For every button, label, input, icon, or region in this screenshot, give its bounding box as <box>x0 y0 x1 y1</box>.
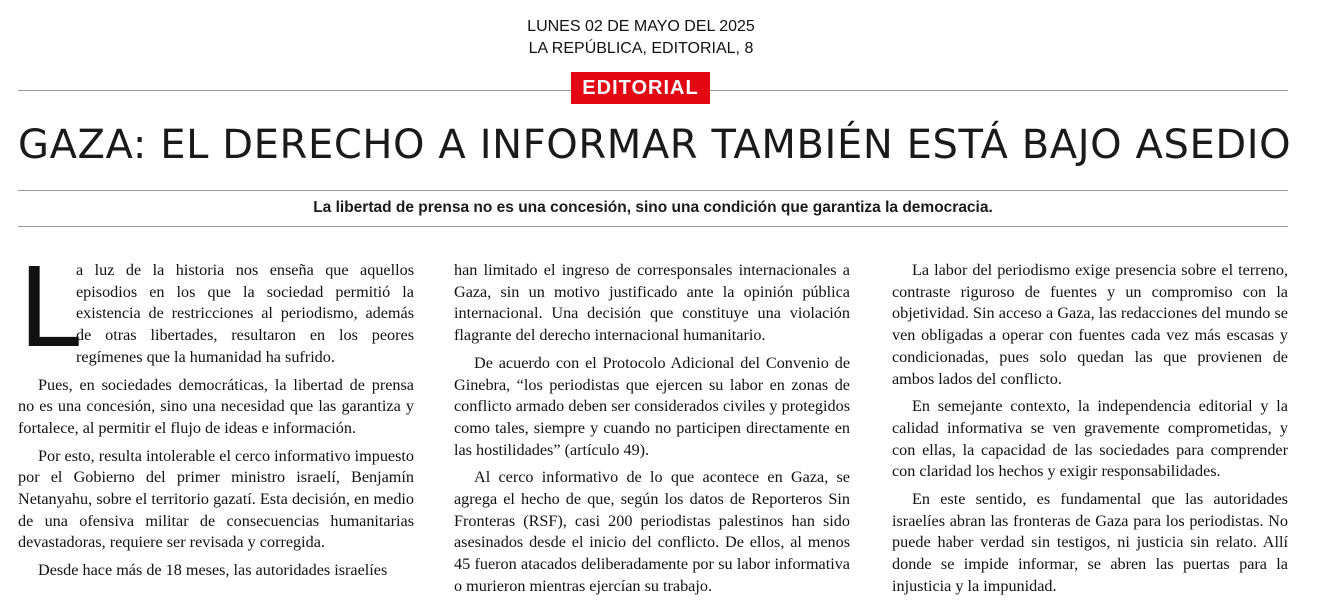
article-column-1 <box>18 244 414 588</box>
subheadline-rule <box>18 226 1288 227</box>
paragraph: Al cerco informativo de lo que acontece en Gaza, se agrega el hecho de que, según los datos de Reporteros Sin Fronteras (RSF), casi 200 periodistas palestinos han sido asesinados desde el inicio del conflicto. De ellos, al menos 45 fueron atacados deliberadamente por su labor informativa o murieron mientras ejercían su trabajo. <box>454 468 850 595</box>
headline-rule <box>18 190 1288 191</box>
drop-cap: L <box>18 244 80 372</box>
headline: GAZA: EL DERECHO A INFORMAR TAMBIÉN ESTÁ BAJO ASEDIO <box>18 122 1292 168</box>
subheadline: La libertad de prensa no es una concesión, sino una condición que garantiza la democracia. <box>313 199 993 216</box>
dateline-date: LUNES 02 DE MAYO DEL 2025 <box>527 18 755 35</box>
paragraph: Por esto, resulta intolerable el cerco informativo impuesto por el Gobierno del primer ministro israelí, Benjamín Netanyahu, sobre el territorio gazatí. Esta decisión, en medio de una ofensiva militar de consecuencias humanitarias devastadoras, requiere ser revisada y corregida. <box>18 446 414 552</box>
article-column-2 <box>454 260 850 604</box>
paragraph: En este sentido, es fundamental que las autoridades israelíes abran las fronteras de Gaza para los periodistas. No puede haber verdad sin testigos, ni justicia sin relato. Allí donde se impide informar, se abren las puertas para la injusticia y la impunidad. <box>892 490 1288 595</box>
paragraph: De acuerdo con el Protocolo Adicional del Convenio de Ginebra, “los periodistas que ejercen su labor en zonas de conflicto armado deben ser considerados civiles y protegidos como tales, siempre y cuando no participen directamente en las hostilidades” (artículo 49). <box>454 353 850 459</box>
paragraph: a luz de la historia nos enseña que aquellos episodios en los que la sociedad permitió la existencia de restricciones al periodismo, además de otras libertades, resultaron en los peores regímenes que la humanidad ha sufrido. <box>76 261 414 366</box>
article-column-3 <box>892 260 1288 604</box>
paragraph: Pues, en sociedades democráticas, la libertad de prensa no es una concesión, sino una necesidad que las garantiza y fortalece, al permitir el flujo de ideas e información. <box>18 375 414 437</box>
paragraph: han limitado el ingreso de corresponsales internacionales a Gaza, sin un motivo justificado ante la opinión pública internacional. Una decisión que constituye una violación flagrante del derecho internacional humanitario. <box>454 261 850 345</box>
dateline-source: LA REPÚBLICA, EDITORIAL, 8 <box>528 40 754 57</box>
edge-fade <box>1292 535 1322 595</box>
paragraph: En semejante contexto, la independencia editorial y la calidad informativa se ven gravemente comprometidas, y con ellas, la capacidad de las sociedades para comprender con claridad los hechos y exigir responsabilidades. <box>892 397 1288 481</box>
paragraph: Desde hace más de 18 meses, las autoridades israelíes <box>38 561 388 580</box>
paragraph: La labor del periodismo exige presencia sobre el terreno, contraste riguroso de fuentes y un compromiso con la objetividad. Sin acceso a Gaza, las redacciones del mundo se ven obligadas a operar con fuentes cada vez más escasas y condicionadas, pues solo quedan las que provienen de ambos lados del conflicto. <box>892 261 1288 388</box>
section-tag: EDITORIAL <box>571 72 710 104</box>
